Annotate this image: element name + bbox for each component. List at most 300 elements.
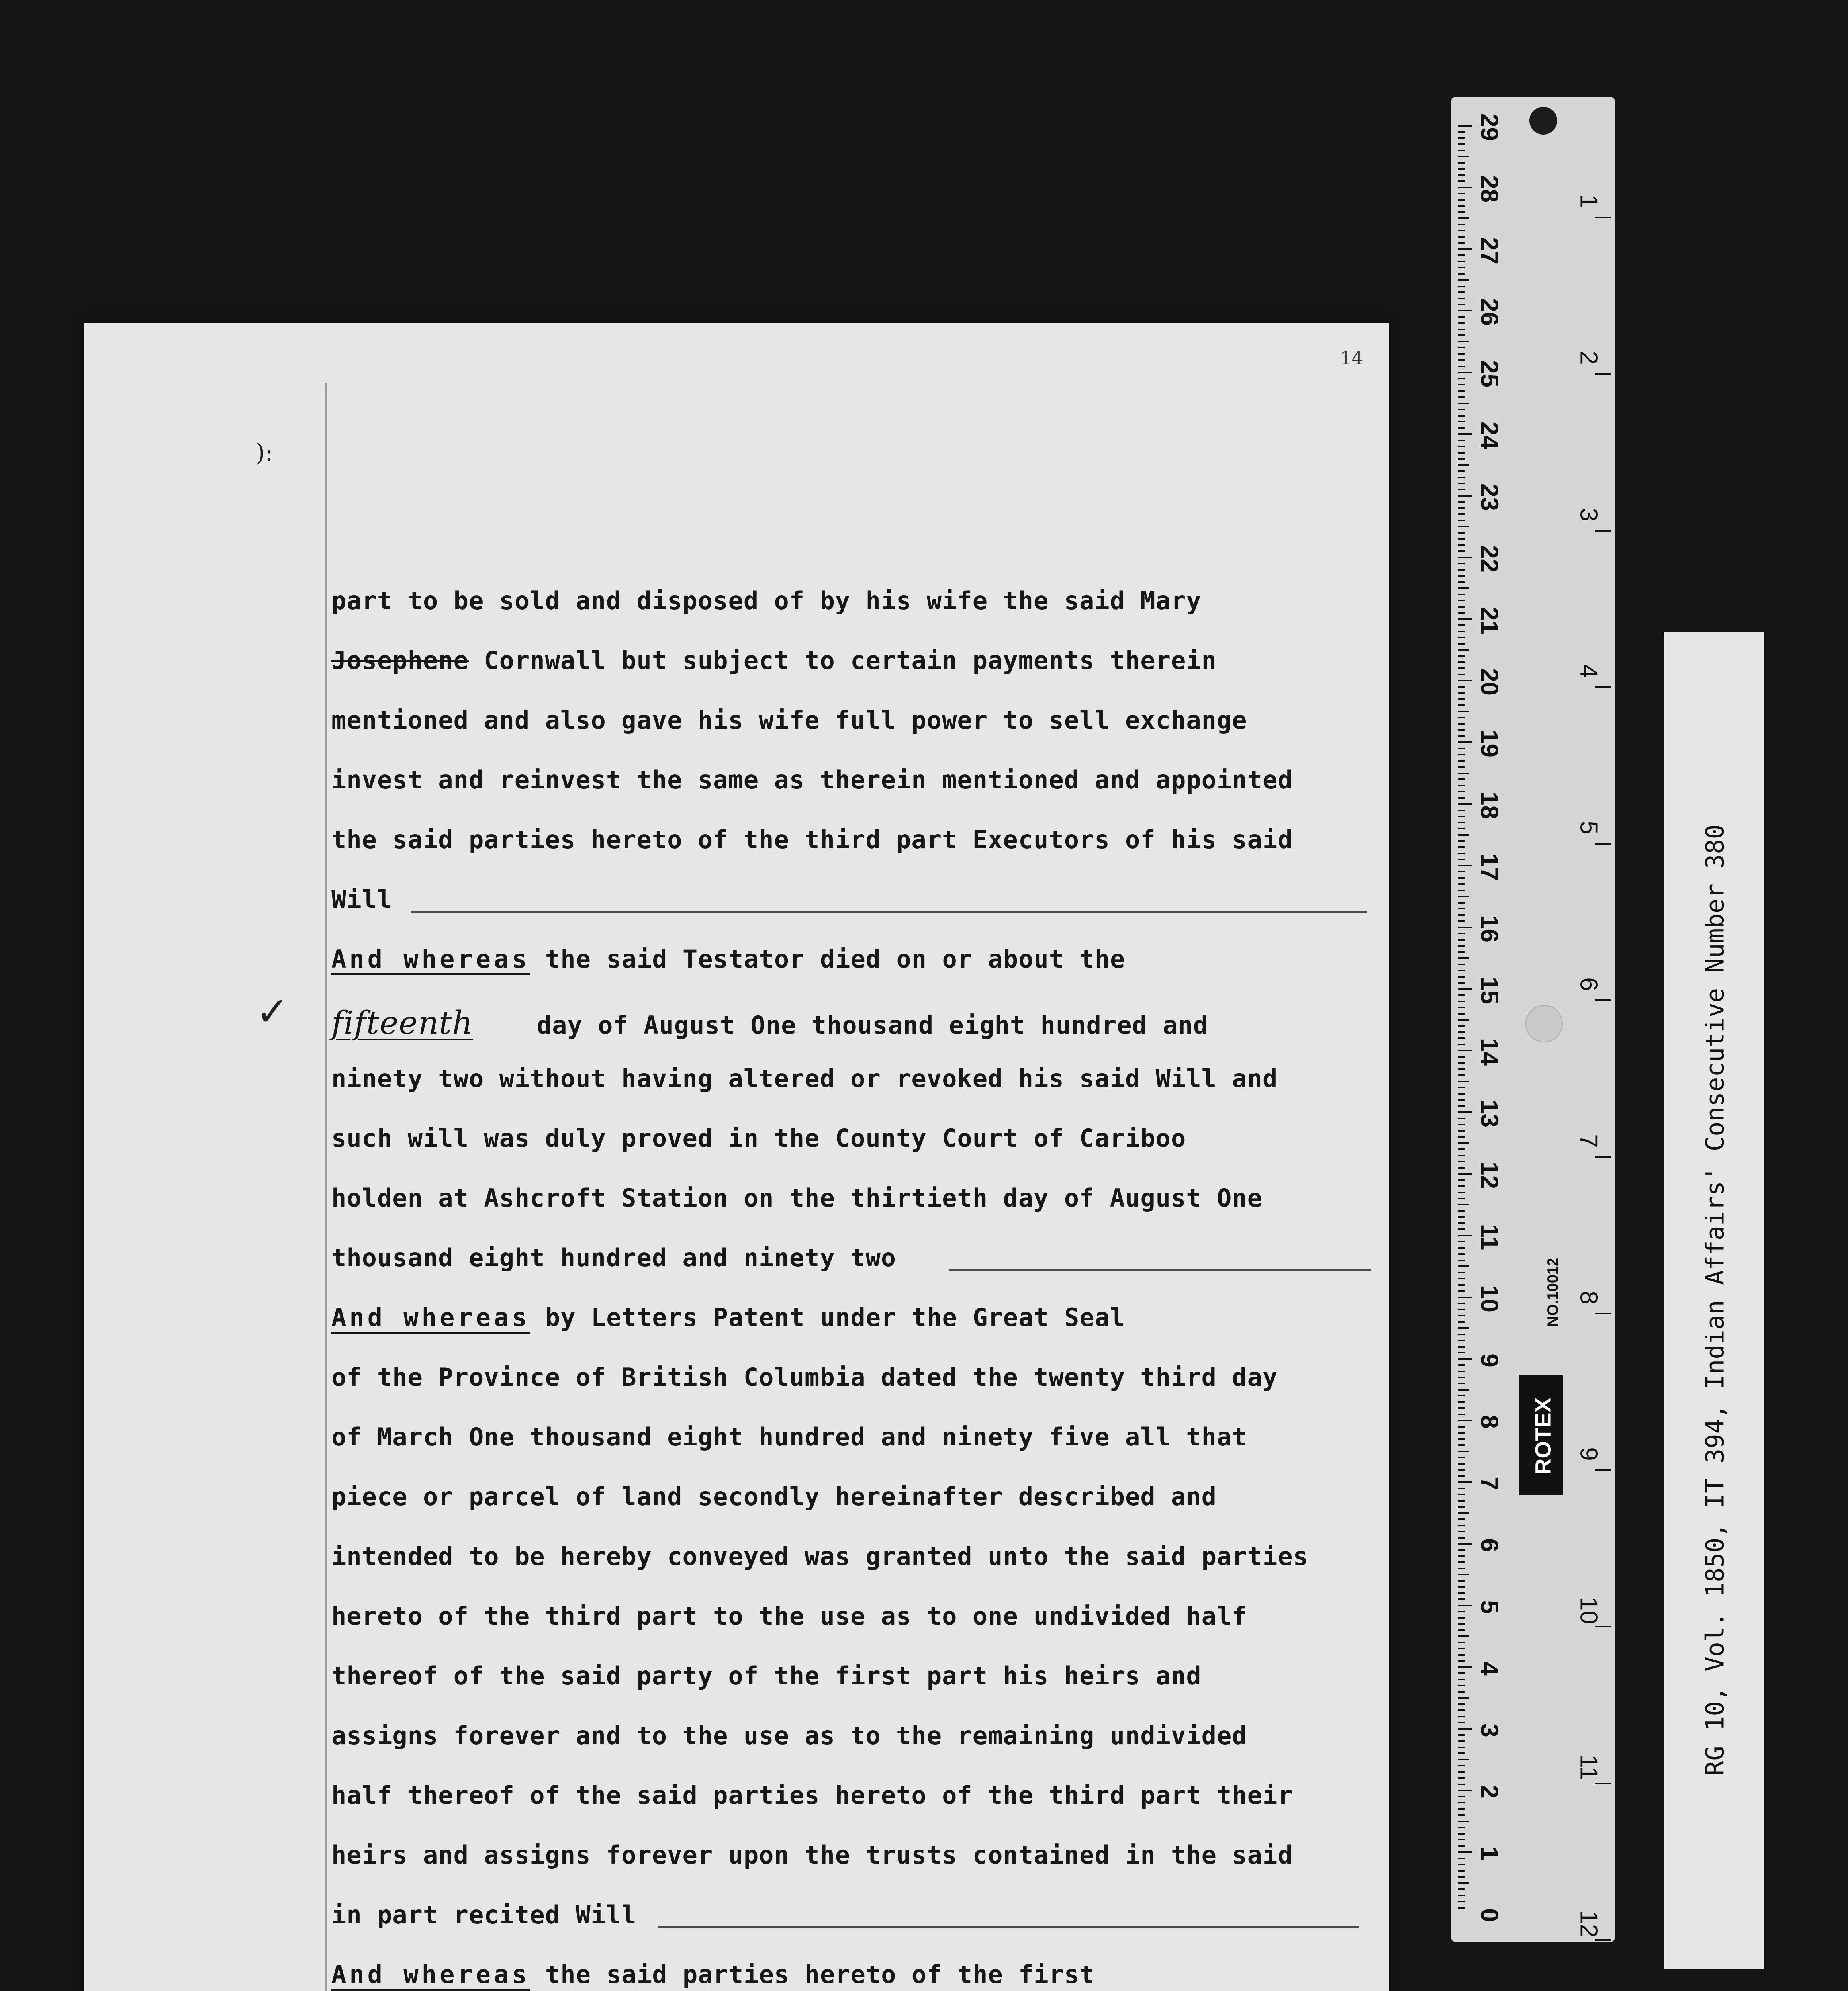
ruler-mm-tick (1458, 920, 1465, 922)
ruler-mm-tick (1458, 594, 1465, 595)
ruler-cm-label: 12 (1475, 1162, 1503, 1189)
ruler-mm-tick (1458, 267, 1465, 268)
ruler-cm-label: 5 (1475, 1600, 1503, 1614)
ruler-mm-tick (1458, 1260, 1465, 1261)
ruler-mm-tick (1458, 1284, 1465, 1286)
ruler-mm-tick (1458, 254, 1465, 256)
ruler-mm-tick (1458, 661, 1465, 663)
ruler-mm-tick (1458, 686, 1465, 688)
ruler-mm-tick (1458, 483, 1465, 484)
ruler-mm-tick (1458, 1303, 1465, 1304)
ruler-mm-tick (1458, 224, 1465, 225)
ruler-mm-tick (1458, 156, 1469, 157)
ruler-inch-tick (1595, 1469, 1611, 1471)
corner-mark: ): (256, 439, 273, 467)
ruler-mm-tick (1458, 1605, 1472, 1606)
ruler-mm-tick (1458, 1537, 1465, 1539)
measuring-ruler (1451, 97, 1615, 1942)
ruler-inch-label: 10 (1575, 1597, 1603, 1625)
ruler-mm-tick (1458, 1666, 1472, 1668)
ruler-mm-tick (1458, 1130, 1465, 1132)
ruler-mm-tick (1458, 1759, 1469, 1760)
ruler-mm-tick (1458, 520, 1465, 521)
text-line-15: of March One thousand eight hundred and ninety five all that (331, 1422, 1247, 1451)
ruler-mm-tick (1458, 286, 1465, 287)
ruler-inch-label: 9 (1575, 1447, 1603, 1461)
ruler-cm-label: 15 (1475, 976, 1503, 1004)
ruler-mm-tick (1458, 1383, 1465, 1384)
ruler-cm-label: 1 (1475, 1846, 1503, 1860)
ruler-mm-tick (1458, 649, 1469, 651)
ruler-mm-tick (1458, 1340, 1465, 1341)
ruler-mm-tick (1458, 1050, 1472, 1051)
fill-dash (949, 1269, 1371, 1271)
ruler-mm-tick (1458, 606, 1465, 608)
text-line-10: such will was duly proved in the County Court of Cariboo (331, 1124, 1186, 1153)
ruler-mm-tick (1458, 729, 1465, 731)
ruler-mm-tick (1458, 1752, 1465, 1754)
ruler-mm-tick (1458, 1352, 1465, 1353)
ruler-mm-tick (1458, 150, 1465, 151)
ruler-inch-tick (1595, 1156, 1611, 1158)
ruler-mm-tick (1458, 908, 1465, 909)
ruler-mm-tick (1458, 1389, 1469, 1391)
fill-dash (658, 1926, 1359, 1928)
text-line-18: hereto of the third part to the use as to one undivided half (331, 1602, 1247, 1631)
ruler-mm-tick (1458, 495, 1472, 497)
ruler-inch-label: 12 (1575, 1910, 1603, 1938)
ruler-inch-label: 3 (1575, 507, 1603, 522)
ruler-mm-tick (1458, 1518, 1465, 1520)
ruler-mm-tick (1458, 1697, 1469, 1699)
ruler-inch-tick (1595, 373, 1611, 375)
ruler-mm-tick (1458, 1161, 1465, 1162)
ruler-cm-label: 10 (1475, 1285, 1503, 1312)
ruler-hole (1529, 107, 1557, 135)
ruler-mm-tick (1458, 273, 1465, 275)
ruler-mm-tick (1458, 957, 1469, 959)
ruler-mm-tick (1458, 1531, 1465, 1532)
ruler-mm-tick (1458, 1062, 1465, 1064)
ruler-mm-tick (1458, 1592, 1465, 1594)
ruler-mm-tick (1458, 994, 1465, 996)
check-mark: ✓ (256, 988, 290, 1035)
text-line-22: heirs and assigns forever upon the trusts contained in the said (331, 1840, 1293, 1870)
ruler-cm-label: 26 (1475, 298, 1503, 326)
ruler-mm-tick (1458, 1672, 1465, 1674)
ruler-mm-tick (1458, 1821, 1469, 1822)
text-line-12: thousand eight hundred and ninety two (331, 1243, 897, 1272)
ruler-mm-tick (1458, 840, 1465, 842)
ruler-mm-tick (1458, 1598, 1465, 1600)
ruler-mm-tick (1458, 143, 1465, 145)
ruler-mm-tick (1458, 489, 1465, 490)
ruler-mm-tick (1458, 1105, 1465, 1107)
ruler-mm-tick (1458, 846, 1465, 848)
ruler-mm-tick (1458, 563, 1465, 564)
ruler-mm-tick (1458, 1099, 1465, 1101)
ruler-mm-tick (1458, 612, 1465, 614)
ruler-mm-tick (1458, 390, 1465, 392)
ruler-mm-tick (1458, 1765, 1465, 1766)
text-line-2: Josephene Cornwall but subject to certain payments therein (331, 646, 1217, 675)
ruler-cm-label: 28 (1475, 175, 1503, 203)
ruler-mm-tick (1458, 674, 1465, 675)
ruler-mm-tick (1458, 816, 1465, 817)
ruler-mm-tick (1458, 581, 1465, 583)
ruler-mm-tick (1458, 1494, 1465, 1495)
ruler-mm-tick (1458, 1642, 1465, 1643)
ruler-mm-tick (1458, 415, 1465, 417)
ruler-mm-tick (1458, 1716, 1465, 1717)
text-line-21: half thereof of the said parties hereto of the third part their (331, 1781, 1293, 1810)
ruler-mm-tick (1458, 372, 1472, 373)
ruler-mm-tick (1458, 1290, 1465, 1292)
ruler-inch-label: 8 (1575, 1291, 1603, 1305)
ruler-mm-tick (1458, 692, 1465, 694)
ruler-mm-tick (1458, 1506, 1465, 1508)
ruler-mm-tick (1458, 1722, 1465, 1723)
ruler-mm-tick (1458, 168, 1465, 170)
ruler-mm-tick (1458, 1228, 1465, 1230)
ruler-mm-tick (1458, 951, 1465, 953)
ruler-cm-label: 8 (1475, 1415, 1503, 1429)
ruler-mm-tick (1458, 569, 1465, 571)
ruler-mm-tick (1458, 1555, 1465, 1557)
ruler-mm-tick (1458, 760, 1465, 762)
ruler-mm-tick (1458, 1037, 1465, 1039)
ruler-mm-tick (1458, 1500, 1465, 1502)
ruler-cm-label: 16 (1475, 915, 1503, 943)
text-line-7: And whereas the said Testator died on or about the (331, 945, 1126, 974)
ruler-cm-label: 22 (1475, 545, 1503, 573)
ruler-mm-tick (1458, 1315, 1465, 1316)
ruler-cm-label: 9 (1475, 1353, 1503, 1367)
ruler-mm-tick (1458, 1426, 1465, 1428)
ruler-mm-tick (1458, 1198, 1465, 1199)
ruler-cm-label: 3 (1475, 1723, 1503, 1737)
ruler-mm-tick (1458, 248, 1472, 250)
ruler-mm-tick (1458, 933, 1465, 934)
ruler-mm-tick (1458, 242, 1465, 244)
ruler-mm-tick (1458, 1167, 1465, 1169)
ruler-inch-label: 6 (1575, 977, 1603, 992)
ruler-mm-tick (1458, 1574, 1469, 1575)
ruler-mm-tick (1458, 754, 1465, 755)
ruler-mm-tick (1458, 766, 1465, 768)
ruler-mm-tick (1458, 988, 1472, 990)
ruler-mm-tick (1458, 1148, 1465, 1150)
ruler-cm-label: 18 (1475, 792, 1503, 819)
ruler-mm-tick (1458, 501, 1465, 503)
ruler-mm-tick (1458, 446, 1465, 447)
ruler-mm-tick (1458, 1321, 1465, 1323)
ruler-mm-tick (1458, 1401, 1465, 1403)
ruler-mm-tick (1458, 366, 1465, 367)
ruler-mm-tick (1458, 1395, 1465, 1396)
ruler-mm-tick (1458, 1025, 1465, 1027)
ruler-mm-tick (1458, 1019, 1469, 1021)
ruler-inch-tick (1595, 686, 1611, 688)
ruler-mm-tick (1458, 1586, 1465, 1588)
ruler-mm-tick (1458, 1222, 1465, 1224)
ruler-mm-tick (1458, 828, 1465, 829)
ruler-mm-tick (1458, 810, 1465, 811)
ruler-mm-tick (1458, 970, 1465, 971)
ruler-mm-tick (1458, 1031, 1465, 1033)
ruler-cm-label: 11 (1475, 1224, 1503, 1250)
ruler-mm-tick (1458, 378, 1465, 379)
ruler-mm-tick (1458, 1648, 1465, 1649)
archive-label (1664, 632, 1764, 1969)
ruler-mm-tick (1458, 600, 1465, 601)
ruler-mm-tick (1458, 1334, 1465, 1335)
ruler-mm-tick (1458, 230, 1465, 231)
ruler-mm-tick (1458, 1679, 1465, 1680)
ruler-mm-tick (1458, 334, 1465, 336)
ruler-mm-tick (1458, 421, 1465, 422)
ruler-mm-tick (1458, 1777, 1465, 1779)
ruler-mm-tick (1458, 310, 1472, 311)
ruler-cm-label: 13 (1475, 1100, 1503, 1128)
ruler-mm-tick (1458, 1481, 1472, 1483)
ruler-mm-tick (1458, 1253, 1465, 1255)
ruler-cm-label: 27 (1475, 237, 1503, 264)
ruler-inch-tick (1595, 1783, 1611, 1784)
ruler-mm-tick (1458, 1469, 1465, 1471)
folio-number: 14 (1340, 347, 1363, 369)
ruler-model: NO.10012 (1545, 1258, 1562, 1327)
ruler-mm-tick (1458, 1204, 1469, 1205)
ruler-mm-tick (1458, 1142, 1469, 1144)
ruler-cm-label: 23 (1475, 483, 1503, 511)
ruler-mm-tick (1458, 513, 1465, 515)
ruler-mm-tick (1458, 1044, 1465, 1045)
ruler-mm-tick (1458, 1247, 1465, 1249)
ruler-mm-tick (1458, 822, 1465, 823)
ruler-mm-tick (1458, 1543, 1472, 1545)
ruler-mm-tick (1458, 785, 1465, 786)
ruler-mm-tick (1458, 1111, 1472, 1113)
ruler-mm-tick (1458, 1210, 1465, 1212)
ruler-cm-label: 0 (1475, 1908, 1503, 1922)
ruler-mm-tick (1458, 717, 1465, 718)
struck-word: Josephene (331, 646, 469, 675)
ruler-mm-tick (1458, 667, 1465, 669)
ruler-inch-tick (1595, 843, 1611, 845)
ruler-mm-tick (1458, 1074, 1465, 1076)
ruler-mm-tick (1458, 1747, 1465, 1748)
ruler-mm-tick (1458, 1007, 1465, 1008)
ruler-mm-tick (1458, 1833, 1465, 1835)
ruler-mm-tick (1458, 1371, 1465, 1372)
ruler-mm-tick (1458, 1358, 1472, 1360)
ruler-mm-tick (1458, 433, 1472, 435)
ruler-mm-tick (1458, 470, 1465, 472)
ruler-mm-tick (1458, 1734, 1465, 1736)
ruler-inch-tick (1595, 1626, 1611, 1627)
ruler-mm-tick (1458, 1845, 1465, 1847)
recital-lead: And whereas (331, 945, 530, 974)
ruler-mm-tick (1458, 137, 1465, 139)
ruler-cm-label: 6 (1475, 1538, 1503, 1552)
text-line-1: part to be sold and disposed of by his wife the said Mary (331, 586, 1202, 615)
ruler-mm-tick (1458, 587, 1469, 589)
ruler-mm-tick (1458, 557, 1472, 558)
ruler-mm-tick (1458, 1056, 1465, 1058)
ruler-mm-tick (1458, 896, 1469, 897)
ruler-cm-label: 17 (1475, 853, 1503, 881)
ruler-mm-tick (1458, 1709, 1465, 1711)
ruler-mm-tick (1458, 1457, 1465, 1458)
ruler-inch-label: 4 (1575, 664, 1603, 678)
ruler-inch-tick (1595, 530, 1611, 532)
ruler-mm-tick (1458, 409, 1465, 410)
ruler-mm-tick (1458, 298, 1465, 299)
ruler-mm-tick (1458, 217, 1469, 219)
ruler-mm-tick (1458, 261, 1465, 262)
ruler-mm-tick (1458, 125, 1472, 127)
ruler-mm-tick (1458, 1901, 1465, 1902)
ruler-mm-tick (1458, 1377, 1465, 1378)
ruler-mm-tick (1458, 403, 1469, 404)
ruler-mm-tick (1458, 1475, 1465, 1477)
ruler-mm-tick (1458, 859, 1465, 860)
ruler-mm-tick (1458, 180, 1465, 182)
ruler-mm-tick (1458, 1703, 1465, 1705)
text-line-19: thereof of the said party of the first part his heirs and (331, 1661, 1202, 1690)
ruler-mm-tick (1458, 1796, 1465, 1797)
ruler-mm-tick (1458, 741, 1472, 743)
ruler-mm-tick (1458, 538, 1465, 540)
ruler-mm-tick (1458, 359, 1465, 361)
ruler-mm-tick (1458, 914, 1465, 916)
ruler-mm-tick (1458, 353, 1465, 355)
recital-lead: And whereas (331, 1960, 530, 1989)
ruler-mm-tick (1458, 655, 1465, 657)
ruler-inch-label: 5 (1575, 821, 1603, 835)
ruler-cm-label: 24 (1475, 422, 1503, 450)
ruler-mm-tick (1458, 1808, 1465, 1810)
ruler-mm-tick (1458, 883, 1465, 885)
ruler-mm-tick (1458, 1623, 1465, 1625)
ruler-mm-tick (1458, 507, 1465, 509)
ruler-cm-label: 7 (1475, 1477, 1503, 1490)
ruler-mm-tick (1458, 1876, 1465, 1878)
ruler-cm-label: 2 (1475, 1785, 1503, 1799)
ruler-mm-tick (1458, 890, 1465, 891)
ruler-mm-tick (1458, 982, 1465, 984)
ruler-mm-tick (1458, 347, 1465, 348)
ruler-cm-label: 14 (1475, 1038, 1503, 1066)
ruler-mm-tick (1458, 1136, 1465, 1138)
ruler-mm-tick (1458, 1432, 1465, 1434)
ruler-mm-tick (1458, 458, 1465, 460)
ruler-mm-tick (1458, 1463, 1465, 1465)
recital-lead: And whereas (331, 1303, 530, 1332)
ruler-mm-tick (1458, 927, 1472, 928)
ruler-mm-tick (1458, 1635, 1469, 1637)
ruler-mm-tick (1458, 1179, 1465, 1181)
ruler-mm-tick (1458, 1265, 1469, 1267)
ruler-mm-tick (1458, 773, 1469, 774)
text-line-20: assigns forever and to the use as to the remaining undivided (331, 1721, 1247, 1750)
ruler-mm-tick (1458, 1512, 1469, 1514)
ruler-mm-tick (1458, 1001, 1465, 1002)
ruler-mm-tick (1458, 440, 1465, 441)
ruler-mm-tick (1458, 1309, 1465, 1310)
ruler-mm-tick (1458, 1827, 1465, 1828)
ruler-mm-tick (1458, 187, 1472, 188)
ruler-mm-tick (1458, 1907, 1465, 1909)
text-line-3: mentioned and also gave his wife full power to sell exchange (331, 706, 1247, 735)
ruler-mm-tick (1458, 279, 1469, 281)
ruler-mm-tick (1458, 526, 1469, 527)
ruler-mm-tick (1458, 1660, 1465, 1662)
text-line-14: of the Province of British Columbia dated the twenty third day (331, 1363, 1278, 1392)
ruler-mm-tick (1458, 698, 1465, 700)
archive-reference: RG 10, Vol. 1850, IT 394, Indian Affairs' Consecutive Number 380 (1700, 824, 1730, 1776)
ruler-inch-label: 11 (1575, 1754, 1603, 1780)
ruler-mm-tick (1458, 1327, 1469, 1329)
ruler-mm-tick (1458, 945, 1465, 947)
text-line-13: And whereas by Letters Patent under the Great Seal (331, 1303, 1126, 1332)
ruler-mm-tick (1458, 723, 1465, 725)
ruler-mm-tick (1458, 1525, 1465, 1526)
ruler-mm-tick (1458, 131, 1465, 133)
ruler-brand: ROTEX (1519, 1375, 1563, 1495)
ruler-cm-label: 19 (1475, 730, 1503, 758)
ruler-mm-tick (1458, 464, 1469, 466)
ruler-mm-tick (1458, 1814, 1465, 1816)
ruler-mm-tick (1458, 791, 1465, 792)
text-line-23: in part recited Will (331, 1900, 637, 1929)
ruler-inch-tick (1595, 1939, 1611, 1941)
ruler-mm-tick (1458, 1173, 1472, 1175)
ruler-inch-label: 7 (1575, 1134, 1603, 1148)
ruler-mm-tick (1458, 1241, 1465, 1242)
ruler-mm-tick (1458, 193, 1465, 194)
text-line-17: intended to be hereby conveyed was granted unto the said parties (331, 1542, 1308, 1571)
ruler-mm-tick (1458, 1013, 1465, 1015)
ruler-mm-tick (1458, 1790, 1472, 1791)
ruler-mm-tick (1458, 748, 1465, 749)
ruler-mm-tick (1458, 1216, 1465, 1218)
ruler-mm-tick (1458, 1068, 1465, 1070)
text-line-16: piece or parcel of land secondly hereinafter described and (331, 1482, 1217, 1511)
ruler-mm-tick (1458, 1278, 1465, 1279)
ruler-mm-tick (1458, 1235, 1472, 1236)
ruler-mm-tick (1458, 1364, 1465, 1366)
ruler-mm-tick (1458, 1740, 1465, 1742)
ruler-mm-tick (1458, 1617, 1465, 1619)
ruler-mm-tick (1458, 1420, 1472, 1421)
ruler-mm-tick (1458, 1691, 1465, 1693)
ruler-mm-tick (1458, 1346, 1465, 1348)
ruler-inch-tick (1595, 999, 1611, 1001)
ruler-mm-tick (1458, 976, 1465, 978)
handwritten-insert: fifteenth (331, 1004, 473, 1041)
ruler-mm-tick (1458, 162, 1465, 164)
ruler-mm-tick (1458, 1784, 1465, 1785)
ruler-mm-tick (1458, 1629, 1465, 1631)
ruler-mm-tick (1458, 1839, 1465, 1840)
ruler-mm-tick (1458, 797, 1465, 799)
ruler-mm-tick (1458, 1568, 1465, 1569)
ruler-mm-tick (1458, 865, 1472, 866)
text-line-4: invest and reinvest the same as therein mentioned and appointed (331, 765, 1293, 794)
ruler-mm-tick (1458, 871, 1465, 872)
